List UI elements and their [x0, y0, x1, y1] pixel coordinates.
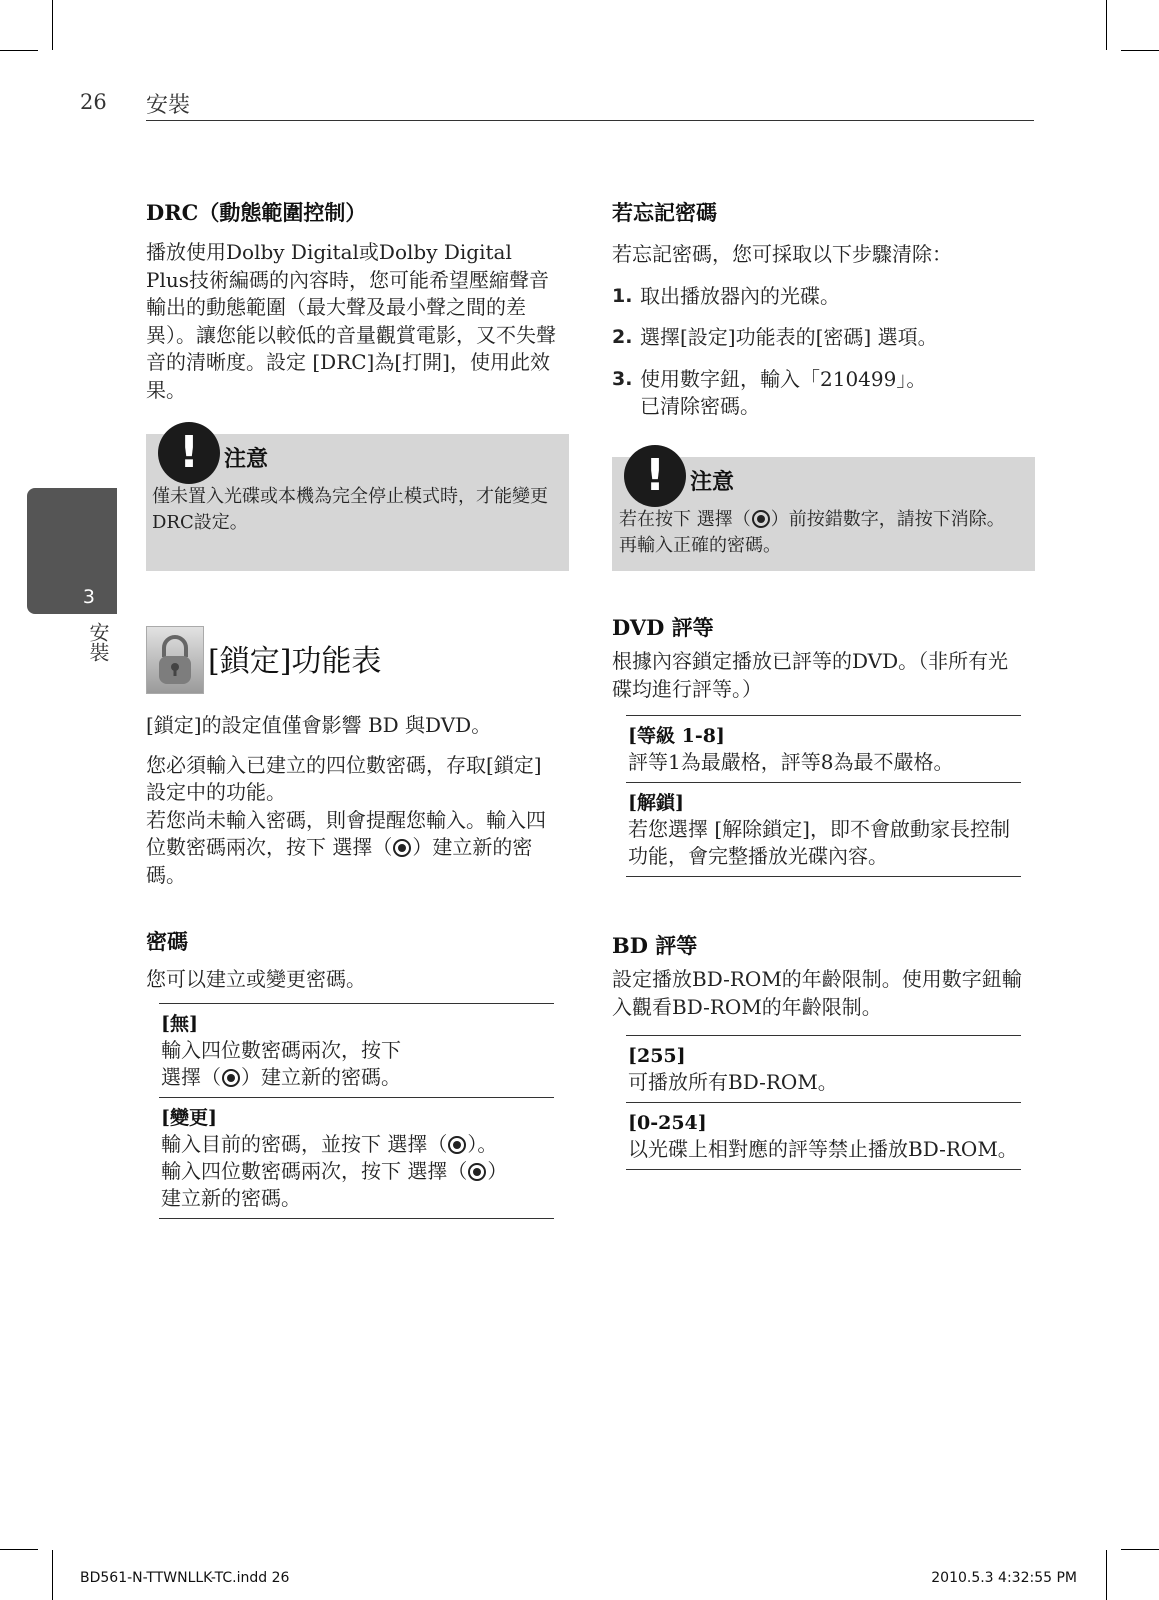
password-title: 密碼 [146, 929, 188, 954]
crop-mark [0, 50, 38, 51]
option-text: 輸入四位數密碼兩次，按下 選擇（ [161, 1159, 468, 1183]
option-line: 輸入四位數密碼兩次，按下 [161, 1038, 401, 1062]
option-row [626, 715, 1021, 782]
option-text: ）建立新的密碼。 [241, 1065, 401, 1089]
option-row [626, 1102, 1021, 1170]
option-row [159, 1097, 554, 1219]
forgot-intro: 若忘記密碼，您可採取以下步驟清除： [612, 242, 952, 266]
option-text: 選擇（ [161, 1065, 221, 1089]
select-button-icon [468, 1163, 486, 1181]
option-head: [無] [161, 1013, 198, 1035]
page-number: 26 [80, 90, 107, 114]
note-text-end: ）前按錯數字，請按下消除。再輸入正確的密碼。 [619, 509, 1005, 556]
section-title: 安裝 [146, 93, 191, 118]
forgot-steps [612, 283, 1027, 421]
crop-mark [0, 1549, 38, 1550]
lock-menu-p3-end: ）建立新的密碼。 [146, 835, 533, 887]
drc-section [146, 197, 561, 404]
bd-rating-body: 設定播放BD-ROM的年齡限制。使用數字鈕輸入觀看BD-ROM的年齡限制。 [612, 967, 1022, 1019]
lock-menu-section [146, 712, 561, 889]
password-section [146, 926, 561, 994]
option-head: [0-254] [628, 1112, 707, 1134]
lock-menu-p3-start: 若您尚未輸入密碼，則會提醒您輸入。輸入四位數密碼兩次，按下 選擇（ [146, 807, 546, 859]
option-line [161, 1158, 552, 1185]
crop-mark [1121, 1549, 1159, 1550]
select-button-icon [448, 1136, 466, 1154]
option-body [161, 1131, 552, 1212]
option-body [161, 1037, 552, 1091]
header-divider [146, 120, 1034, 121]
step-item [612, 324, 1027, 352]
dvd-options-table [626, 715, 1021, 877]
option-line: 建立新的密碼。 [161, 1186, 301, 1210]
step-item [612, 366, 1027, 421]
note-title: 注意 [690, 469, 735, 495]
crop-mark [1106, 0, 1107, 50]
lock-menu-p1: [鎖定]的設定值僅會影響 BD 與DVD。 [146, 713, 492, 737]
dvd-rating-title: DVD 評等 [612, 615, 714, 640]
step-text-line: 使用數字鈕，輸入「210499」。 [640, 366, 927, 391]
step-text-line: 已清除密碼。 [640, 394, 760, 418]
step-text: 選擇[設定]功能表的[密碼] 選項。 [640, 325, 938, 349]
lock-menu-p3 [146, 807, 561, 890]
lock-menu-p2: 您必須輸入已建立的四位數密碼，存取[鎖定]設定中的功能。 [146, 752, 542, 804]
option-text: 輸入目前的密碼，並按下 選擇（ [161, 1132, 448, 1156]
option-head: [等級 1-8] [628, 725, 725, 747]
password-options-table [159, 1003, 554, 1219]
option-body: 評等1為最嚴格，評等8為最不嚴格。 [628, 750, 954, 774]
option-head: [變更] [161, 1107, 217, 1129]
step-item [612, 283, 1027, 311]
select-button-icon [222, 1069, 240, 1087]
bd-rating-section [612, 930, 1027, 1021]
option-line [161, 1131, 552, 1158]
footer-file: BD561-N-TTWNLLK-TC.indd 26 [80, 1570, 290, 1586]
note-text: 僅未置入光碟或本機為完全停止模式時，才能變更DRC設定。 [152, 486, 548, 533]
option-row [626, 1035, 1021, 1102]
step-text [640, 366, 926, 421]
crop-mark [1106, 1550, 1107, 1600]
padlock-icon [147, 627, 203, 693]
exclamation-icon: ! [624, 445, 686, 507]
dvd-rating-body: 根據內容鎖定播放已評等的DVD。（非所有光碟均進行評等。） [612, 649, 1009, 701]
chapter-number: 3 [82, 586, 95, 608]
crop-mark [52, 0, 53, 50]
exclamation-icon: ! [158, 422, 220, 484]
footer-datetime: 2010.5.3 4:32:55 PM [931, 1570, 1077, 1586]
password-intro: 您可以建立或變更密碼。 [146, 967, 366, 991]
step-number: 3. [612, 367, 633, 390]
option-body: 若您選擇 [解除鎖定]，即不會啟動家長控制功能，會完整播放光碟內容。 [628, 817, 1010, 868]
note-title: 注意 [224, 446, 269, 472]
option-row [159, 1003, 554, 1097]
drc-body: 播放使用Dolby Digital或Dolby Digital Plus技術編碼的內容時，您可能希望壓縮聲音輸出的動態範圍（最大聲及最小聲之間的差異）。讓您能以較低的音量觀賞電影，又不失聲音的清晰度。設定 [DRC]為[打開]，使用此效果。 [146, 240, 556, 402]
option-head: [255] [628, 1045, 686, 1067]
lock-icon [146, 626, 204, 694]
option-body: 以光碟上相對應的評等禁止播放BD-ROM。 [628, 1137, 1018, 1161]
option-line [161, 1064, 552, 1091]
lock-menu-title: [鎖定]功能表 [208, 644, 382, 679]
select-button-icon [752, 510, 770, 528]
bd-rating-title: BD 評等 [612, 933, 698, 958]
forgot-title: 若忘記密碼 [612, 200, 717, 225]
chapter-label: 安裝 [86, 622, 110, 662]
select-button-icon [393, 839, 411, 857]
note-text-start: 若在按下 選擇（ [619, 509, 751, 530]
option-head: [解鎖] [628, 792, 684, 814]
option-row [626, 782, 1021, 877]
note-text [619, 507, 1019, 559]
option-text: ） [487, 1159, 508, 1183]
step-number: 1. [612, 284, 633, 307]
crop-mark [52, 1550, 53, 1600]
crop-mark [1121, 50, 1159, 51]
forgot-password-section [612, 197, 1027, 435]
step-text: 取出播放器內的光碟。 [640, 283, 840, 308]
drc-title: DRC（動態範圍控制） [146, 200, 367, 225]
option-text: ）。 [467, 1132, 498, 1156]
step-number: 2. [612, 326, 633, 348]
option-body: 可播放所有BD-ROM。 [628, 1070, 838, 1094]
chapter-tab [27, 488, 117, 614]
dvd-rating-section [612, 612, 1027, 703]
bd-options-table [626, 1035, 1021, 1170]
